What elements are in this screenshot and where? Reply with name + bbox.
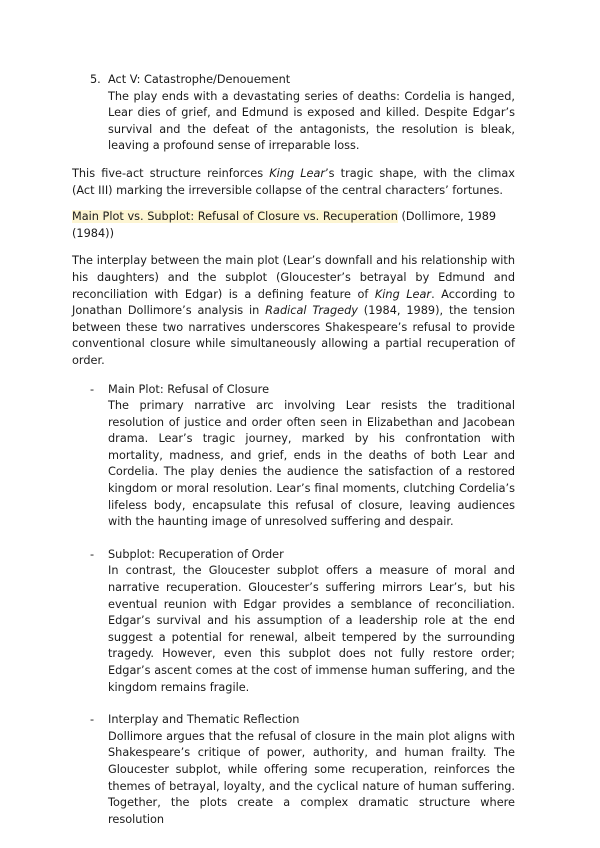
- intro-italic-2: Radical Tragedy: [265, 304, 358, 318]
- section-heading-highlight: Main Plot vs. Subplot: Refusal of Closure vs. Recuperation: [72, 210, 398, 224]
- summary-title-italic: King Lear: [269, 166, 326, 180]
- bullet-title: Subplot: Recuperation of Order: [108, 547, 284, 561]
- intro-text-3: (1984, 1989), the tension between these two narratives underscores Shakespeare’s refusal to provide conventional closure while simultaneously allowing a partial recuperation of order.: [72, 304, 515, 367]
- bullet-body: The primary narrative arc involving Lear resists the traditional resolution of justice and order often seen in Elizabethan and Jacobean drama. Lear’s tragic journey, marked by his confrontation with mortality, madness, and grief, ends in the deaths of both Lear and Cordelia. The play denies the audience the satisfaction of a restored kingdom or moral resolution. Lear’s final moments, clutching Cordelia’s lifeless body, encapsulate this refusal of closure, leaving audiences with the haunting image of unresolved suffering and despair.: [108, 399, 515, 529]
- bullet-item-interplay: [72, 712, 515, 828]
- bullet-marker: -: [90, 713, 95, 727]
- summary-text-1: This five-act structure reinforces: [72, 166, 270, 180]
- section-heading-citation: (Dollimore, 1989 (1984)): [72, 210, 497, 240]
- bullet-title: Main Plot: Refusal of Closure: [108, 382, 270, 396]
- list-number: 5.: [90, 73, 101, 86]
- intro-italic-1: King Lear: [374, 287, 432, 301]
- bullet-title: Interplay and Thematic Reflection: [108, 713, 300, 727]
- bullet-item-main-plot: [72, 382, 515, 531]
- act5-list-item: [72, 72, 515, 155]
- summary-paragraph: [72, 166, 515, 199]
- bullet-item-subplot: [72, 547, 515, 696]
- bullet-marker: -: [90, 382, 95, 396]
- intro-text-2: . According to Jonathan Dollimore’s analysis in: [72, 287, 515, 318]
- intro-paragraph: [72, 253, 515, 369]
- act5-body: The play ends with a devastating series of deaths: Cordelia is hanged, Lear dies of grief, and Edmund is exposed and killed. Despite Edgar’s survival and the defeat of the antagonists, the resolution is bleak, leaving a profound sense of irreparable loss.: [108, 89, 515, 153]
- section-heading: [72, 209, 515, 242]
- bullet-marker: -: [90, 547, 95, 561]
- intro-text-1: The interplay between the main plot (Lear’s downfall and his relationship with his daughters) and the subplot (Gloucester’s betrayal by Edmund and reconciliation with Edgar) is a defining feature of: [72, 254, 515, 301]
- bullet-body: Dollimore argues that the refusal of closure in the main plot aligns with Shakespeare’s critique of power, authority, and human frailty. The Gloucester subplot, while offering some recuperation, reinforces the themes of betrayal, loyalty, and the cyclical nature of human suffering. Together, the plots create a complex dramatic structure where resolution: [108, 729, 515, 826]
- bullet-list: [72, 382, 515, 829]
- act5-title: Act V: Catastrophe/Denouement: [108, 73, 291, 86]
- summary-text-2: ’s tragic shape, with the climax (Act III) marking the irreversible collapse of the central characters’ fortunes.: [72, 166, 515, 197]
- bullet-body: In contrast, the Gloucester subplot offers a measure of moral and narrative recuperation. Gloucester’s suffering mirrors Lear’s, but his eventual reunion with Edgar provides a semblance of reconciliation. Edgar’s survival and his assumption of a leadership role at the end suggest a potential for renewal, albeit tempered by the surrounding tragedy. However, even this subplot does not fully restore order; Edgar’s ascent comes at the cost of immense human suffering, and the kingdom remains fragile.: [108, 564, 515, 694]
